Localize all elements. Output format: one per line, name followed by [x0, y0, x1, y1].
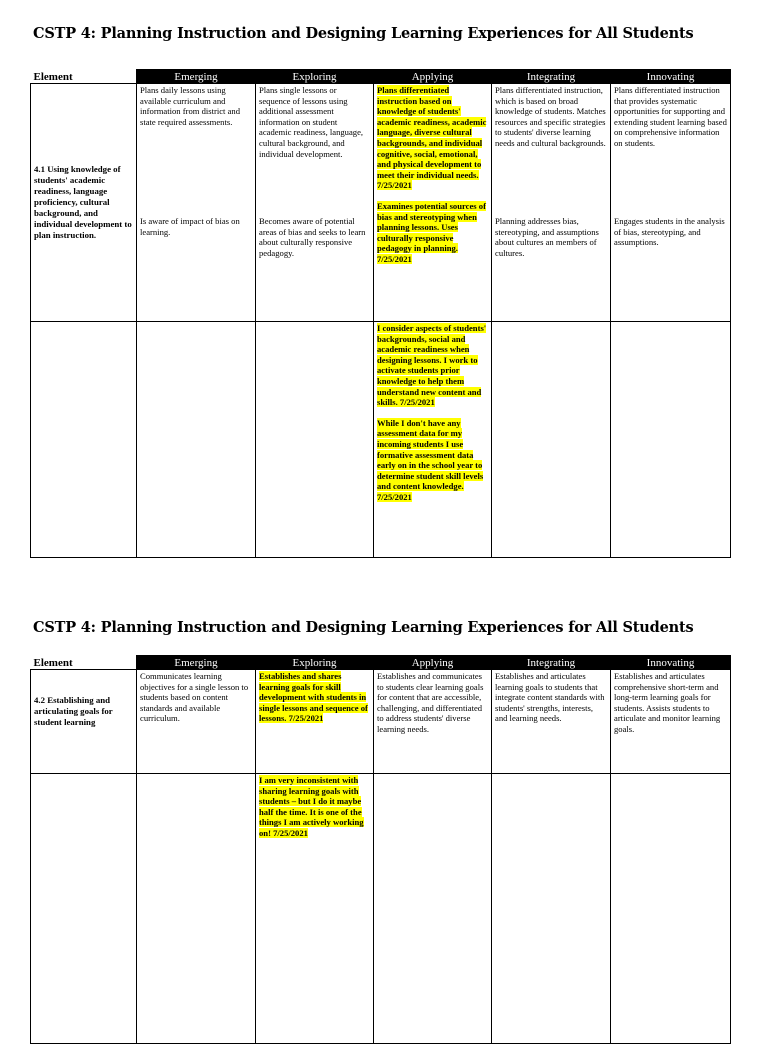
col-header-element: Element — [31, 70, 137, 84]
rubric-table-4-2 — [30, 655, 731, 1044]
col-header-exploring: Exploring — [256, 656, 374, 670]
header-row — [31, 656, 731, 670]
exploring-cell — [256, 670, 374, 774]
section-title: CSTP 4: Planning Instruction and Designing Learning Experiences for All Students — [33, 619, 694, 636]
integrating-cell — [492, 84, 611, 322]
element-description: 4.1 Using knowledge of students' academic readiness, language proficiency, cultural background, and individual development to plan instruction. — [34, 164, 132, 240]
innovating-cell — [611, 670, 731, 774]
exploring-text-a: Plans single lessons or sequence of lessons using additional assessment information on student academic readiness, language, cultural background, and individual development. — [259, 85, 364, 159]
integrating-text: Establishes and articulates learning goals to students that integrate content standards with students' strengths, interests, and learning needs. — [495, 671, 605, 724]
reflection-cell — [374, 322, 492, 558]
table-row — [31, 774, 731, 1044]
applying-text-b: Examines potential sources of bias and stereotyping when planning lessons. Uses culturally responsive pedagogy in planning. 7/25/2021 — [377, 200, 486, 264]
reflection-text-b: While I don't have any assessment data for my incoming students I use formative assessment data early on in the school year to determine student skill levels and content knowledge. 7/25/2021 — [377, 417, 484, 502]
empty-cell — [137, 774, 256, 1044]
reflection-text: I am very inconsistent with sharing learning goals with students – but I do it maybe half the time. It is one of the things I am actively working on! 7/25/2021 — [259, 775, 364, 838]
col-header-innovating: Innovating — [611, 656, 731, 670]
empty-cell — [492, 322, 611, 558]
empty-cell — [256, 322, 374, 558]
col-header-emerging: Emerging — [137, 70, 256, 84]
innovating-text: Establishes and articulates comprehensive short-term and long-term learning goals for students. Assists students to articulate and monitor learning goals. — [614, 671, 721, 734]
emerging-cell — [137, 670, 256, 774]
col-header-applying: Applying — [374, 656, 492, 670]
applying-text-a: Plans differentiated instruction based on knowledge of students' academic readiness, academic language, diverse cultural backgrounds, and individual cognitive, social, emotional, and physical development to meet their individual needs. 7/25/2021 — [377, 85, 487, 191]
empty-cell — [374, 774, 492, 1044]
header-row — [31, 70, 731, 84]
integrating-text-a: Plans differentiated instruction, which is based on broad knowledge of students. Matches resources and specific strategies to students' diverse learning needs and cultural backgrounds. — [495, 85, 606, 148]
reflection-cell — [256, 774, 374, 1044]
section-title: CSTP 4: Planning Instruction and Designing Learning Experiences for All Students — [33, 25, 694, 42]
empty-cell — [611, 774, 731, 1044]
exploring-text-b: Becomes aware of potential areas of bias and seeks to learn about culturally responsive pedagogy. — [259, 216, 366, 258]
emerging-text: Communicates learning objectives for a single lesson to students based on content standards and available curriculum. — [140, 671, 249, 724]
applying-text: Establishes and communicates to students clear learning goals for content that are accessible, challenging, and differentiated to address students' diverse learning needs. — [377, 671, 484, 734]
col-header-innovating: Innovating — [611, 70, 731, 84]
empty-cell — [31, 774, 137, 1044]
applying-cell — [374, 670, 492, 774]
emerging-cell — [137, 84, 256, 322]
table-row — [31, 84, 731, 322]
integrating-cell — [492, 670, 611, 774]
innovating-text-b: Engages students in the analysis of bias, stereotyping, and assumptions. — [614, 216, 725, 248]
element-description: 4.2 Establishing and articulating goals for student learning — [34, 695, 113, 727]
col-header-applying: Applying — [374, 70, 492, 84]
empty-cell — [492, 774, 611, 1044]
rubric-table-4-1 — [30, 69, 731, 558]
table-row — [31, 322, 731, 558]
emerging-text-a: Plans daily lessons using available curriculum and information from district and state required assessments. — [140, 85, 240, 127]
applying-cell — [374, 84, 492, 322]
col-header-exploring: Exploring — [256, 70, 374, 84]
reflection-text-a: I consider aspects of students' backgrounds, social and academic readiness when designing lessons. I work to activate students prior knowledge to help them understand new content and skills. 7/25/2021 — [377, 323, 487, 408]
exploring-text: Establishes and shares learning goals for skill development with students in single lessons and sequence of lessons. 7/25/2021 — [259, 671, 368, 724]
element-cell — [31, 670, 137, 774]
exploring-cell — [256, 84, 374, 322]
innovating-cell — [611, 84, 731, 322]
emerging-text-b: Is aware of impact of bias on learning. — [140, 216, 240, 237]
empty-cell — [31, 322, 137, 558]
col-header-emerging: Emerging — [137, 656, 256, 670]
col-header-integrating: Integrating — [492, 70, 611, 84]
empty-cell — [137, 322, 256, 558]
element-cell — [31, 84, 137, 322]
innovating-text-a: Plans differentiated instruction that provides systematic opportunities for supporting and extending student learning based on comprehensive information on students. — [614, 85, 727, 148]
col-header-element: Element — [31, 656, 137, 670]
col-header-integrating: Integrating — [492, 656, 611, 670]
integrating-text-b: Planning addresses bias, stereotyping, and assumptions about cultures an members of cultures. — [495, 216, 599, 258]
table-row — [31, 670, 731, 774]
empty-cell — [611, 322, 731, 558]
